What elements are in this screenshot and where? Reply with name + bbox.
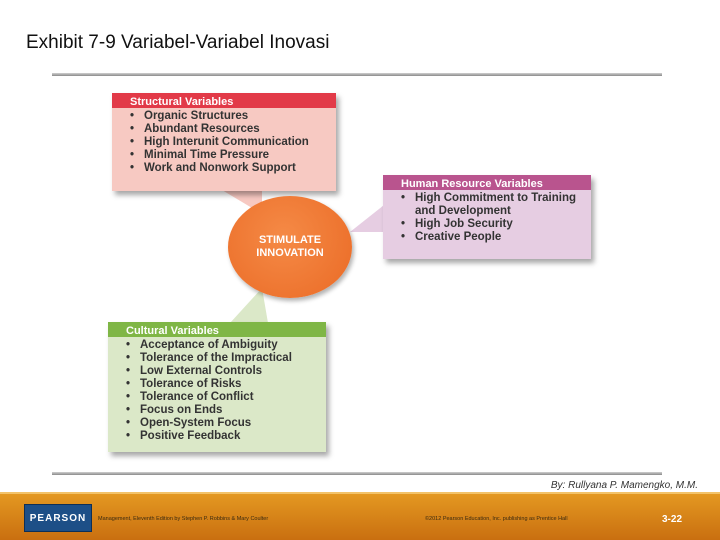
cultural-item: • Positive Feedback xyxy=(126,430,320,443)
human-resource-variables-box xyxy=(383,175,591,259)
footer-book-text: Management, Eleventh Edition by Stephen P. Robbins & Mary Coulter xyxy=(98,516,269,522)
structural-item: • High Interunit Communication xyxy=(130,136,330,149)
cultural-item: • Tolerance of the Impractical xyxy=(126,352,320,365)
author-byline: By: Rullyana P. Mamengko, M.M. xyxy=(550,480,698,491)
human-pointer xyxy=(350,205,384,232)
footer-copyright-text: ©2012 Pearson Education, Inc. publishing as Prentice Hall xyxy=(425,516,568,522)
bottom-divider xyxy=(52,472,662,475)
structural-item: • Abundant Resources xyxy=(130,123,330,136)
human-item: • High Commitment to Training and Development xyxy=(401,192,585,218)
cultural-variables-box xyxy=(108,322,326,452)
structural-variables-box xyxy=(112,93,336,191)
cultural-item: • Acceptance of Ambiguity xyxy=(126,339,320,352)
human-header: Human Resource Variables xyxy=(383,175,591,190)
center-line-1: STIMULATE xyxy=(258,234,322,246)
page-number: 3-22 xyxy=(662,514,683,525)
cultural-item: • Focus on Ends xyxy=(126,404,320,417)
cultural-item: • Tolerance of Risks xyxy=(126,378,320,391)
cultural-item: • Tolerance of Conflict xyxy=(126,391,320,404)
cultural-item: • Low External Controls xyxy=(126,365,320,378)
stimulate-innovation-circle xyxy=(228,196,352,298)
cultural-header: Cultural Variables xyxy=(108,322,326,337)
footer-highlight-line xyxy=(0,492,720,494)
pearson-logo: PEARSON xyxy=(24,504,92,532)
center-line-2: INNOVATION xyxy=(256,247,324,259)
cultural-item: • Open-System Focus xyxy=(126,417,320,430)
cultural-pointer xyxy=(230,288,268,323)
slide-title: Exhibit 7-9 Variabel-Variabel Inovasi xyxy=(26,32,330,53)
human-item: • Creative People xyxy=(401,231,585,244)
footer-bar xyxy=(0,492,720,540)
human-item: • High Job Security xyxy=(401,218,585,231)
structural-header: Structural Variables xyxy=(112,93,336,108)
structural-item: • Minimal Time Pressure xyxy=(130,149,330,162)
structural-item: • Work and Nonwork Support xyxy=(130,162,330,175)
structural-item: • Organic Structures xyxy=(130,110,330,123)
